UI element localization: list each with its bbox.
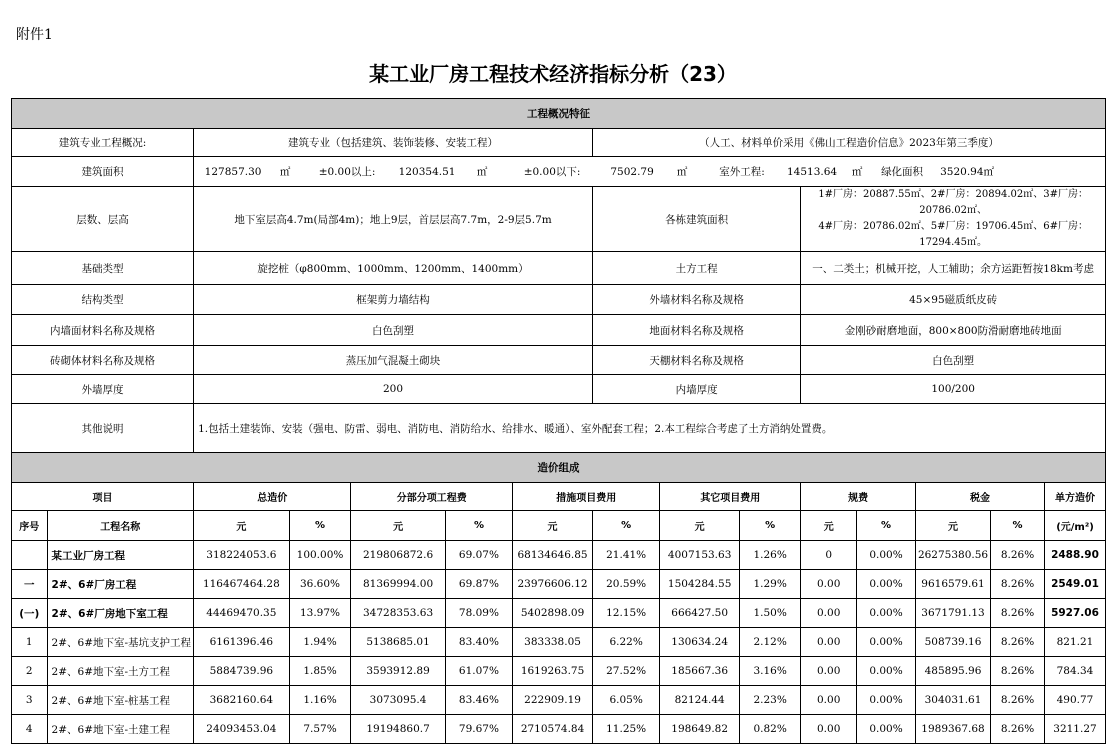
building-area-label: 各栋建筑面积 <box>592 187 800 252</box>
building-area-line1: 1#厂房：20887.55㎡、2#厂房：20894.02㎡、3#厂房：20786.02㎡、 <box>818 189 1088 216</box>
project-overview-value: 建筑专业（包括建筑、装饰装修、安装工程） <box>194 129 593 157</box>
row-sub-pct: 69.07% <box>445 541 512 570</box>
outdoor-label: 室外工程: <box>719 166 765 178</box>
row-total: 3682160.64 <box>194 686 290 715</box>
price-basis: （人工、材料单价采用《佛山工程造价信息》2023年第三季度） <box>592 129 1105 157</box>
row-tax-pct: 8.26% <box>991 686 1045 715</box>
below-unit: ㎡ <box>676 166 688 178</box>
row-total: 5884739.96 <box>194 657 290 686</box>
header-fees: 规费 <box>801 483 916 511</box>
ext-wall-value: 45×95磁质纸皮砖 <box>801 285 1106 315</box>
row-total-pct: 1.85% <box>289 657 351 686</box>
ext-thick-label: 外墙厚度 <box>12 375 194 404</box>
row-tax: 26275380.56 <box>915 541 990 570</box>
row-tax: 1989367.68 <box>915 715 990 744</box>
row-tax: 485895.96 <box>915 657 990 686</box>
overview-row-notes <box>12 404 1106 453</box>
table-row <box>12 628 1106 657</box>
table-row <box>12 570 1106 599</box>
row-sub: 81369994.00 <box>351 570 445 599</box>
attachment-label: 附件1 <box>16 27 53 43</box>
row-tax: 9616579.61 <box>915 570 990 599</box>
row-fees: 0.00 <box>801 715 857 744</box>
row-fees: 0.00 <box>801 628 857 657</box>
header-yuan: 元 <box>660 511 740 541</box>
cost-section-title: 造价组成 <box>12 453 1106 483</box>
row-tax-pct: 8.26% <box>991 628 1045 657</box>
row-tax-pct: 8.26% <box>991 599 1045 628</box>
row-name: 2#、6#地下室-土方工程 <box>47 657 194 686</box>
row-seq <box>12 541 48 570</box>
row-seq: 1 <box>12 628 48 657</box>
row-total-pct: 13.97% <box>289 599 351 628</box>
above-unit: ㎡ <box>476 166 488 178</box>
row-fees-pct: 0.00% <box>857 715 916 744</box>
header-measure: 措施项目费用 <box>513 483 660 511</box>
floors-label: 层数、层高 <box>12 187 194 252</box>
area-values <box>194 157 1106 187</box>
overview-row-structure <box>12 285 1106 315</box>
int-wall-label: 内墙面材料名称及规格 <box>12 315 194 346</box>
cost-header-row-1 <box>12 483 1106 511</box>
row-measure-pct: 12.15% <box>592 599 659 628</box>
row-measure-pct: 6.05% <box>592 686 659 715</box>
foundation-label: 基础类型 <box>12 252 194 285</box>
header-item: 项目 <box>12 483 194 511</box>
ceiling-label: 天棚材料名称及规格 <box>592 346 800 375</box>
row-tax-pct: 8.26% <box>991 715 1045 744</box>
below-label: ±0.00以下: <box>523 166 581 178</box>
row-measure: 5402898.09 <box>513 599 593 628</box>
above-value: 120354.51 <box>398 165 456 178</box>
green-value: 3520.94㎡ <box>940 166 995 178</box>
int-wall-value: 白色刮塑 <box>194 315 593 346</box>
overview-row-area <box>12 157 1106 187</box>
row-measure-pct: 6.22% <box>592 628 659 657</box>
row-name: 2#、6#地下室-基坑支护工程 <box>47 628 194 657</box>
above-label: ±0.00以上: <box>318 166 376 178</box>
header-unit-cost: 单方造价 <box>1044 483 1105 511</box>
area-total-unit: ㎡ <box>279 166 291 178</box>
row-name: 某工业厂房工程 <box>47 541 194 570</box>
header-unit-cost-unit: (元/m²) <box>1044 511 1105 541</box>
row-total-pct: 1.94% <box>289 628 351 657</box>
row-seq: 3 <box>12 686 48 715</box>
floor-mat-label: 地面材料名称及规格 <box>592 315 800 346</box>
table-row <box>12 657 1106 686</box>
row-unit-cost: 490.77 <box>1044 686 1105 715</box>
row-other: 130634.24 <box>660 628 740 657</box>
header-yuan: 元 <box>915 511 990 541</box>
row-seq: 4 <box>12 715 48 744</box>
row-sub-pct: 83.46% <box>445 686 512 715</box>
ext-thick-value: 200 <box>194 375 593 404</box>
structure-label: 结构类型 <box>12 285 194 315</box>
header-yuan: 元 <box>351 511 445 541</box>
row-unit-cost: 821.21 <box>1044 628 1105 657</box>
row-measure: 1619263.75 <box>513 657 593 686</box>
below-value: 7502.79 <box>610 165 654 178</box>
outdoor-value: 14513.64 <box>787 165 838 178</box>
row-total-pct: 7.57% <box>289 715 351 744</box>
row-fees: 0.00 <box>801 657 857 686</box>
row-sub: 3593912.89 <box>351 657 445 686</box>
row-total: 116467464.28 <box>194 570 290 599</box>
area-label: 建筑面积 <box>12 157 194 187</box>
row-total-pct: 36.60% <box>289 570 351 599</box>
row-other: 4007153.63 <box>660 541 740 570</box>
foundation-value: 旋挖桩（φ800mm、1000mm、1200mm、1400mm） <box>194 252 593 285</box>
overview-row-foundation <box>12 252 1106 285</box>
row-other: 82124.44 <box>660 686 740 715</box>
table-row <box>12 541 1106 570</box>
row-total: 318224053.6 <box>194 541 290 570</box>
green-label: 绿化面积 <box>881 166 924 178</box>
row-tax: 304031.61 <box>915 686 990 715</box>
row-tax: 3671791.13 <box>915 599 990 628</box>
row-name: 2#、6#地下室-土建工程 <box>47 715 194 744</box>
row-sub: 3073095.4 <box>351 686 445 715</box>
overview-section-header <box>12 99 1106 129</box>
ext-wall-label: 外墙材料名称及规格 <box>592 285 800 315</box>
row-sub-pct: 61.07% <box>445 657 512 686</box>
row-fees-pct: 0.00% <box>857 570 916 599</box>
earthwork-label: 土方工程 <box>592 252 800 285</box>
notes-label: 其他说明 <box>12 404 194 453</box>
header-pct: % <box>289 511 351 541</box>
row-tax: 508739.16 <box>915 628 990 657</box>
header-name: 工程名称 <box>47 511 194 541</box>
row-other: 198649.82 <box>660 715 740 744</box>
header-subitem: 分部分项工程费 <box>351 483 513 511</box>
row-sub-pct: 83.40% <box>445 628 512 657</box>
row-other-pct: 2.12% <box>739 628 800 657</box>
row-name: 2#、6#地下室-桩基工程 <box>47 686 194 715</box>
row-fees: 0 <box>801 541 857 570</box>
row-total-pct: 1.16% <box>289 686 351 715</box>
row-fees-pct: 0.00% <box>857 599 916 628</box>
row-other: 185667.36 <box>660 657 740 686</box>
indicator-table <box>11 98 1106 744</box>
row-unit-cost: 5927.06 <box>1044 599 1105 628</box>
project-overview-label: 建筑专业工程概况: <box>12 129 194 157</box>
row-unit-cost: 2549.01 <box>1044 570 1105 599</box>
row-fees: 0.00 <box>801 570 857 599</box>
header-seq: 序号 <box>12 511 48 541</box>
cost-header-row-2 <box>12 511 1106 541</box>
row-fees-pct: 0.00% <box>857 686 916 715</box>
row-measure: 2710574.84 <box>513 715 593 744</box>
notes-value: 1.包括土建装饰、安装（强电、防雷、弱电、消防电、消防给水、给排水、暖通）、室外配套工程；2.本工程综合考虑了土方消纳处置费。 <box>194 404 1106 453</box>
row-measure: 383338.05 <box>513 628 593 657</box>
row-sub-pct: 78.09% <box>445 599 512 628</box>
row-sub-pct: 79.67% <box>445 715 512 744</box>
row-tax-pct: 8.26% <box>991 657 1045 686</box>
header-pct: % <box>445 511 512 541</box>
row-other-pct: 2.23% <box>739 686 800 715</box>
header-tax: 税金 <box>915 483 1044 511</box>
header-other: 其它项目费用 <box>660 483 801 511</box>
row-sub: 19194860.7 <box>351 715 445 744</box>
page-title: 某工业厂房工程技术经济指标分析（23） <box>369 62 737 86</box>
row-fees-pct: 0.00% <box>857 541 916 570</box>
row-name: 2#、6#厂房地下室工程 <box>47 599 194 628</box>
row-measure: 23976606.12 <box>513 570 593 599</box>
row-sub: 34728353.63 <box>351 599 445 628</box>
header-yuan: 元 <box>194 511 290 541</box>
floor-mat-value: 金刚砂耐磨地面，800×800防滑耐磨地砖地面 <box>801 315 1106 346</box>
row-seq: 2 <box>12 657 48 686</box>
int-thick-label: 内墙厚度 <box>592 375 800 404</box>
row-fees: 0.00 <box>801 686 857 715</box>
row-unit-cost: 784.34 <box>1044 657 1105 686</box>
row-total-pct: 100.00% <box>289 541 351 570</box>
row-other: 1504284.55 <box>660 570 740 599</box>
row-seq: (一) <box>12 599 48 628</box>
cost-section-header <box>12 453 1106 483</box>
overview-row-masonry <box>12 346 1106 375</box>
earthwork-value: 一、二类土；机械开挖，人工辅助；余方运距暂按18km考虑 <box>801 252 1106 285</box>
row-sub: 5138685.01 <box>351 628 445 657</box>
row-measure-pct: 11.25% <box>592 715 659 744</box>
row-measure-pct: 27.52% <box>592 657 659 686</box>
row-fees: 0.00 <box>801 599 857 628</box>
row-fees-pct: 0.00% <box>857 657 916 686</box>
row-unit-cost: 3211.27 <box>1044 715 1105 744</box>
row-sub: 219806872.6 <box>351 541 445 570</box>
header-yuan: 元 <box>801 511 857 541</box>
table-row <box>12 686 1106 715</box>
row-measure-pct: 21.41% <box>592 541 659 570</box>
overview-row-floors <box>12 187 1106 252</box>
building-area-value <box>801 187 1106 252</box>
row-tax-pct: 8.26% <box>991 570 1045 599</box>
ceiling-value: 白色刮塑 <box>801 346 1106 375</box>
row-name: 2#、6#厂房工程 <box>47 570 194 599</box>
header-pct: % <box>857 511 916 541</box>
header-pct: % <box>592 511 659 541</box>
masonry-value: 蒸压加气混凝土砌块 <box>194 346 593 375</box>
row-measure: 222909.19 <box>513 686 593 715</box>
row-fees-pct: 0.00% <box>857 628 916 657</box>
row-sub-pct: 69.87% <box>445 570 512 599</box>
table-row <box>12 715 1106 744</box>
building-area-line2: 4#厂房：20786.02㎡、5#厂房：19706.45㎡、6#厂房：17294.45㎡。 <box>818 221 1088 248</box>
row-other-pct: 3.16% <box>739 657 800 686</box>
header-pct: % <box>739 511 800 541</box>
row-total: 44469470.35 <box>194 599 290 628</box>
row-seq: 一 <box>12 570 48 599</box>
row-other-pct: 1.26% <box>739 541 800 570</box>
area-total: 127857.30 <box>204 165 262 178</box>
header-yuan: 元 <box>513 511 593 541</box>
floors-value: 地下室层高4.7m(局部4m)；地上9层，首层层高7.7m，2-9层5.7m <box>194 187 593 252</box>
masonry-label: 砖砌体材料名称及规格 <box>12 346 194 375</box>
row-other: 666427.50 <box>660 599 740 628</box>
header-pct: % <box>991 511 1045 541</box>
row-other-pct: 0.82% <box>739 715 800 744</box>
overview-row-project <box>12 129 1106 157</box>
row-measure-pct: 20.59% <box>592 570 659 599</box>
int-thick-value: 100/200 <box>801 375 1106 404</box>
overview-row-int-wall <box>12 315 1106 346</box>
row-tax-pct: 8.26% <box>991 541 1045 570</box>
row-other-pct: 1.29% <box>739 570 800 599</box>
overview-row-thickness <box>12 375 1106 404</box>
row-total: 6161396.46 <box>194 628 290 657</box>
overview-section-title: 工程概况特征 <box>12 99 1106 129</box>
row-unit-cost: 2488.90 <box>1044 541 1105 570</box>
structure-value: 框架剪力墙结构 <box>194 285 593 315</box>
outdoor-unit: ㎡ <box>851 166 863 178</box>
row-total: 24093453.04 <box>194 715 290 744</box>
header-total: 总造价 <box>194 483 351 511</box>
table-row <box>12 599 1106 628</box>
row-measure: 68134646.85 <box>513 541 593 570</box>
row-other-pct: 1.50% <box>739 599 800 628</box>
